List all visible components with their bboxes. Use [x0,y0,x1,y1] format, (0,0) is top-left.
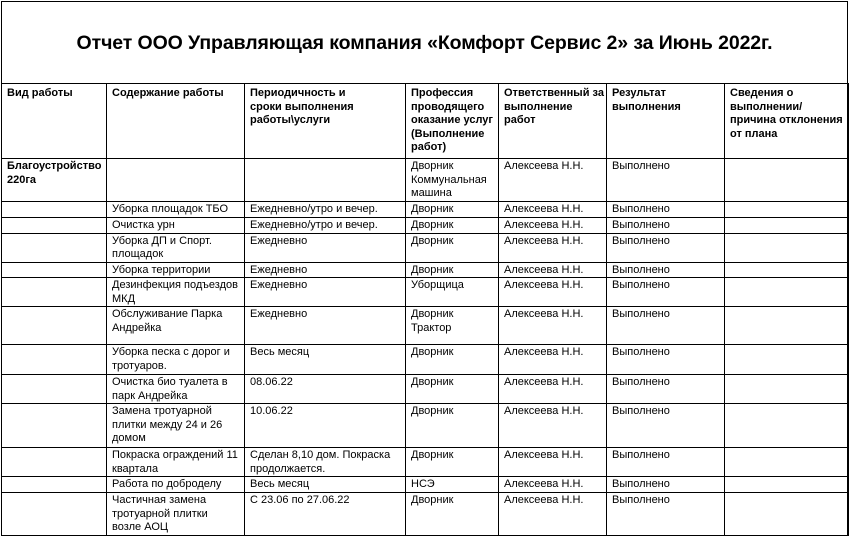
cell-profession: Дворник [406,217,499,233]
table-row [2,493,849,536]
cell-notes [725,404,849,448]
cell-notes [725,345,849,375]
table-body [2,159,849,536]
cell-work-content: Очистка урн [107,217,245,233]
cell-work-type [2,233,107,262]
cell-work-content [107,159,245,202]
table-row [2,159,849,202]
cell-periodicity: Ежедневно/утро и вечер. [245,217,406,233]
cell-work-content: Уборка площадок ТБО [107,202,245,218]
cell-periodicity [245,159,406,202]
cell-result: Выполнено [607,278,725,307]
cell-result: Выполнено [607,217,725,233]
cell-work-type [2,375,107,404]
cell-work-content: Обслуживание Парка Андрейка [107,307,245,345]
cell-responsible: Алексеева Н.Н. [499,278,607,307]
cell-periodicity: 10.06.22 [245,404,406,448]
cell-notes [725,202,849,218]
cell-profession: Дворник [406,262,499,278]
cell-periodicity: Сделан 8,10 дом. Покраска продолжается. [245,448,406,477]
cell-work-type [2,493,107,536]
cell-notes [725,448,849,477]
cell-responsible: Алексеева Н.Н. [499,493,607,536]
cell-work-content: Очистка био туалета в парк Андрейка [107,375,245,404]
cell-profession: НСЭ [406,477,499,493]
cell-result: Выполнено [607,262,725,278]
cell-work-content: Дезинфекция подъездов МКД [107,278,245,307]
cell-responsible: Алексеева Н.Н. [499,159,607,202]
cell-responsible: Алексеева Н.Н. [499,404,607,448]
cell-result: Выполнено [607,493,725,536]
cell-notes [725,375,849,404]
cell-profession: Дворник [406,345,499,375]
header-work-type: Вид работы [2,84,107,159]
cell-result: Выполнено [607,159,725,202]
header-notes: Сведения о выполнении/ причина отклонения от плана [725,84,849,159]
cell-notes [725,262,849,278]
table-row [2,233,849,262]
cell-notes [725,217,849,233]
cell-work-content: Частичная замена тротуарной плитки возле АОЦ [107,493,245,536]
header-work-content: Содержание работы [107,84,245,159]
table-row [2,345,849,375]
table-row [2,217,849,233]
cell-periodicity: Ежедневно [245,233,406,262]
cell-notes [725,159,849,202]
header-row [2,84,849,159]
cell-responsible: Алексеева Н.Н. [499,233,607,262]
header-periodicity: Периодичность и сроки выполнения работы\услуги [245,84,406,159]
cell-result: Выполнено [607,202,725,218]
cell-work-type [2,345,107,375]
cell-profession: Дворник [406,404,499,448]
cell-work-type [2,307,107,345]
cell-profession: Дворник Трактор [406,307,499,345]
table-row [2,375,849,404]
cell-result: Выполнено [607,233,725,262]
cell-notes [725,278,849,307]
cell-profession: Дворник [406,202,499,218]
cell-result: Выполнено [607,307,725,345]
table-row [2,278,849,307]
cell-responsible: Алексеева Н.Н. [499,345,607,375]
cell-result: Выполнено [607,477,725,493]
cell-work-content: Покраска ограждений 11 квартала [107,448,245,477]
cell-profession: Дворник Коммунальная машина [406,159,499,202]
table-row [2,307,849,345]
report-title: Отчет ООО Управляющая компания «Комфорт Сервис 2» за Июнь 2022г. [76,32,773,54]
cell-work-content: Уборка ДП и Спорт. площадок [107,233,245,262]
cell-work-type [2,262,107,278]
header-result: Результат выполнения [607,84,725,159]
table-row [2,404,849,448]
cell-result: Выполнено [607,404,725,448]
table-row [2,448,849,477]
cell-work-type [2,278,107,307]
cell-responsible: Алексеева Н.Н. [499,448,607,477]
report-table [1,83,849,536]
cell-work-content: Уборка территории [107,262,245,278]
cell-profession: Уборщица [406,278,499,307]
cell-work-type [2,477,107,493]
cell-profession: Дворник [406,448,499,477]
cell-periodicity: Ежедневно [245,262,406,278]
cell-periodicity: Ежедневно [245,307,406,345]
cell-responsible: Алексеева Н.Н. [499,375,607,404]
cell-work-type [2,217,107,233]
cell-periodicity: 08.06.22 [245,375,406,404]
header-responsible: Ответственный за выполнение работ [499,84,607,159]
cell-work-content: Уборка песка с дорог и тротуаров. [107,345,245,375]
cell-notes [725,493,849,536]
cell-result: Выполнено [607,448,725,477]
cell-profession: Дворник [406,233,499,262]
header-profession: Профессия проводящего оказание услуг (Выполнение работ) [406,84,499,159]
cell-responsible: Алексеева Н.Н. [499,202,607,218]
cell-notes [725,233,849,262]
cell-notes [725,477,849,493]
cell-responsible: Алексеева Н.Н. [499,307,607,345]
cell-periodicity: Весь месяц [245,345,406,375]
cell-responsible: Алексеева Н.Н. [499,477,607,493]
cell-work-type: Благоустройство 220га [2,159,107,202]
cell-periodicity: С 23.06 по 27.06.22 [245,493,406,536]
table-row [2,202,849,218]
cell-responsible: Алексеева Н.Н. [499,217,607,233]
cell-profession: Дворник [406,375,499,404]
table-row [2,477,849,493]
cell-responsible: Алексеева Н.Н. [499,262,607,278]
cell-result: Выполнено [607,345,725,375]
cell-profession: Дворник [406,493,499,536]
cell-notes [725,307,849,345]
cell-work-content: Замена тротуарной плитки между 24 и 26 домом [107,404,245,448]
cell-work-type [2,404,107,448]
cell-work-type [2,448,107,477]
cell-periodicity: Ежедневно/утро и вечер. [245,202,406,218]
cell-result: Выполнено [607,375,725,404]
cell-work-content: Работа по доброделу [107,477,245,493]
cell-work-type [2,202,107,218]
cell-periodicity: Ежедневно [245,278,406,307]
cell-periodicity: Весь месяц [245,477,406,493]
table-row [2,262,849,278]
